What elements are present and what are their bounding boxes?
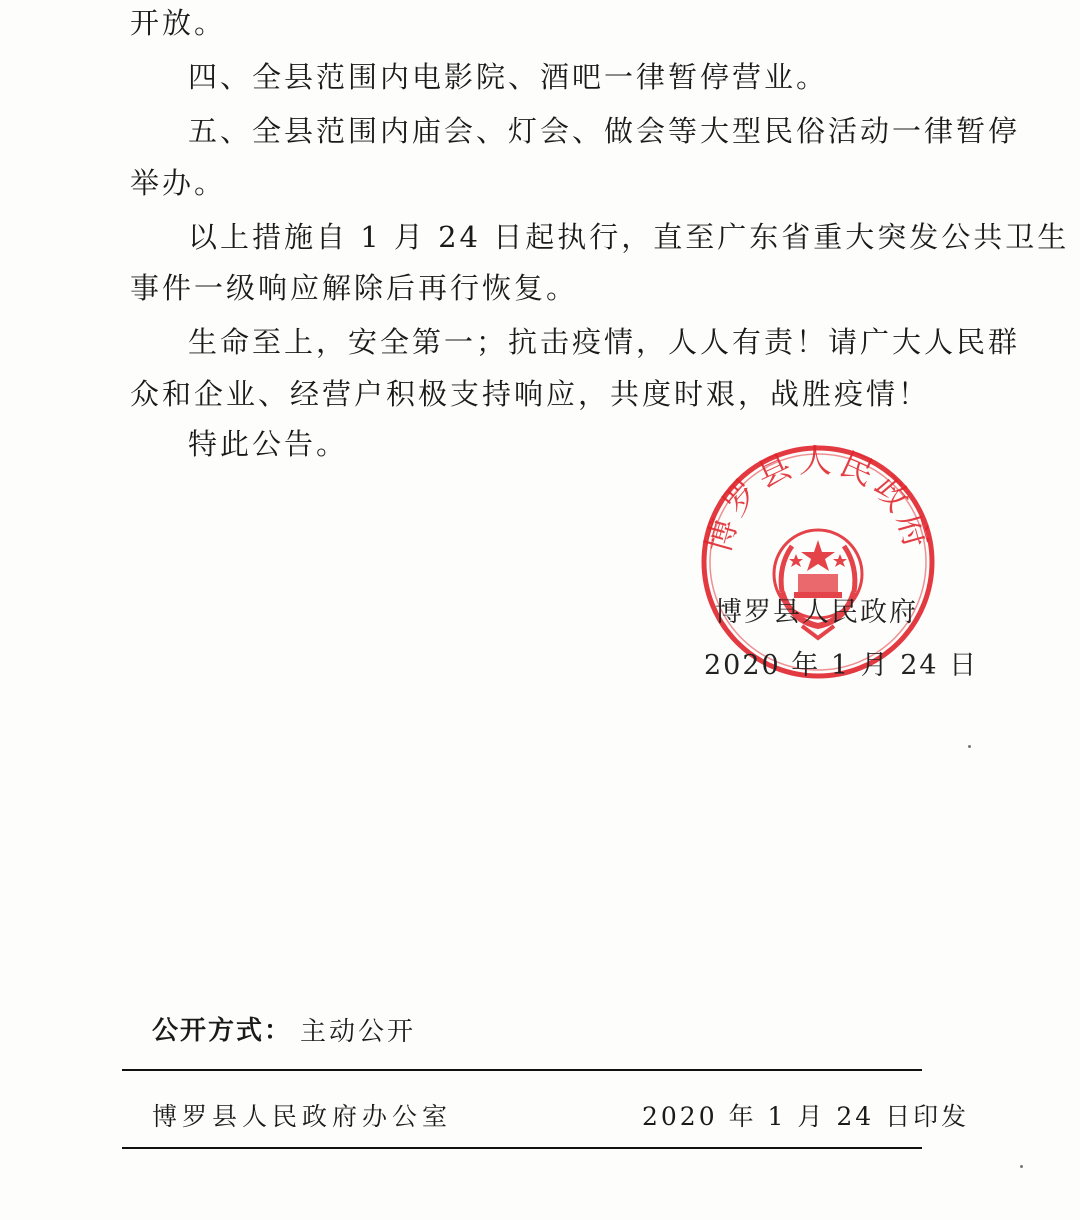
body-line-5: 以上措施自 1 月 24 日起执行，直至广东省重大突发公共卫生 — [188, 220, 1070, 254]
body-line-6: 事件一级响应解除后再行恢复。 — [130, 271, 579, 305]
disclosure-label: 公开方式： — [152, 1016, 293, 1046]
disclosure-value: 主动公开 — [300, 1017, 417, 1047]
body-line-9: 特此公告。 — [188, 427, 349, 461]
footer-issue-date: 2020 年 1 月 24 日印发 — [642, 1102, 970, 1131]
body-line-7: 生命至上，安全第一；抗击疫情，人人有责！请广大人民群 — [188, 325, 1021, 359]
paper-speck — [968, 745, 971, 748]
body-line-3: 五、全县范围内庙会、灯会、做会等大型民俗活动一律暂停 — [188, 114, 1021, 148]
body-line-8: 众和企业、经营户积极支持响应，共度时艰，战胜疫情！ — [130, 377, 931, 411]
footer-rule-bottom — [122, 1147, 922, 1149]
footer-office: 博罗县人民政府办公室 — [152, 1102, 453, 1131]
signature-date: 2020 年 1 月 24 日 — [704, 650, 979, 681]
body-line-1: 开放。 — [130, 6, 227, 40]
body-line-4: 举办。 — [130, 166, 227, 200]
footer-rule-top — [122, 1069, 922, 1071]
signature-issuer: 博罗县人民政府 — [715, 597, 918, 628]
paper-speck — [1020, 1165, 1023, 1168]
body-line-2: 四、全县范围内电影院、酒吧一律暂停营业。 — [188, 60, 829, 94]
svg-text:博罗县人民政府: 博罗县人民政府 — [698, 442, 938, 557]
